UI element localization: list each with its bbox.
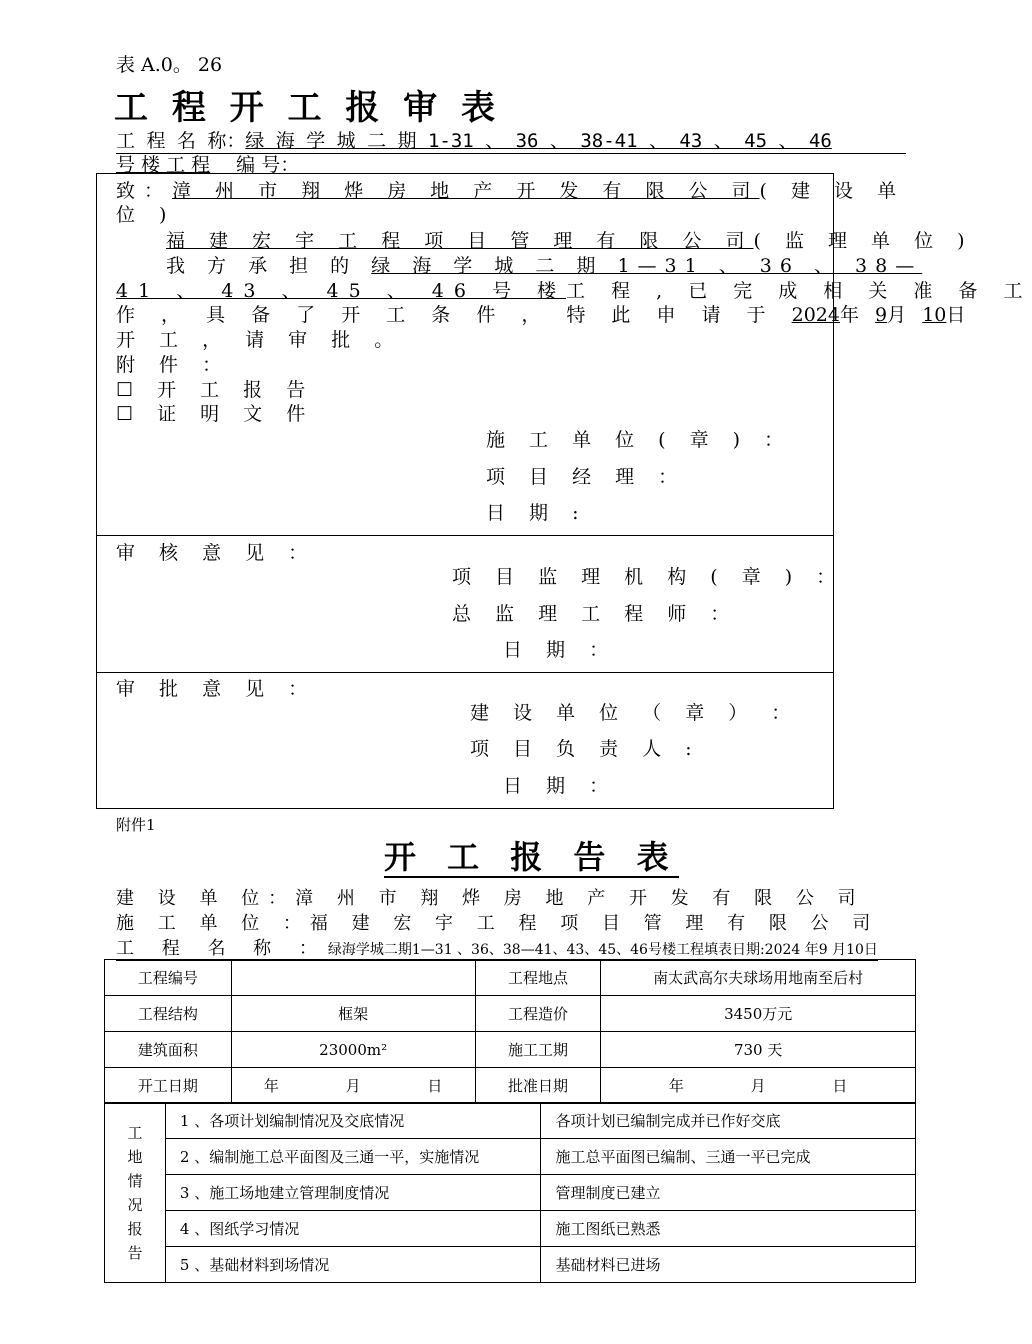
sig-supervision-org: 项 目 监 理 机 构 ( 章 ) ： bbox=[452, 566, 845, 588]
construct-unit: 福 建 宏 宇 工 程 项 目 管 理 有 限 公 司 bbox=[309, 913, 880, 934]
start-year: 2024 bbox=[791, 304, 840, 326]
build-unit-label: 建 设 单 位： bbox=[116, 888, 296, 909]
approval-date: 日 期 ： bbox=[503, 775, 618, 797]
project-name-row bbox=[116, 934, 878, 961]
construct-unit-label: 施 工 单 位 ： bbox=[116, 913, 310, 934]
to-label: 致： bbox=[116, 180, 173, 202]
attachments-label: 附 件 ： bbox=[116, 354, 231, 376]
report-title: 开 工 报 告 表 bbox=[384, 838, 679, 876]
site-status[interactable]: 管理制度已建立 bbox=[541, 1175, 916, 1211]
label-approval-date: 批准日期 bbox=[475, 1068, 601, 1104]
day-char: 日 bbox=[946, 304, 966, 326]
label-duration: 施工工期 bbox=[475, 1032, 601, 1068]
site-item: 2 、编制施工总平面图及三通一平，实施情况 bbox=[165, 1139, 541, 1175]
site-item: 1 、各项计划编制情况及交底情况 bbox=[165, 1103, 541, 1139]
value-project-number[interactable] bbox=[231, 960, 475, 996]
site-report-label: 工 地 情 况 报 告 bbox=[105, 1103, 166, 1283]
body-line2-rest: 工 程 , 已 完 成 相 关 准 备 工 bbox=[566, 280, 1032, 302]
table-row bbox=[105, 1247, 916, 1283]
project-info-table bbox=[104, 959, 916, 1104]
to-role-cont: 位 ) bbox=[116, 204, 176, 226]
body-project-cont: 41 、 43 、 45 、 46 号 楼 bbox=[116, 280, 567, 302]
table-row bbox=[105, 1211, 916, 1247]
start-month: 9 bbox=[875, 304, 888, 326]
label-project-location: 工程地点 bbox=[475, 960, 601, 996]
label-cost: 工程造价 bbox=[475, 996, 601, 1032]
site-item: 3 、施工场地建立管理制度情况 bbox=[165, 1175, 541, 1211]
supervisor-role: ( 监 理 单 位 ) bbox=[753, 230, 974, 252]
label-start-date: 开工日期 bbox=[105, 1068, 232, 1104]
body-line3 bbox=[116, 300, 965, 327]
supervisor-company: 福 建 宏 宇 工 程 项 目 管 理 有 限 公 司 bbox=[166, 230, 754, 252]
sig-owner-unit: 建 设 单 位 （ 章 ） ： bbox=[470, 702, 800, 724]
sig-project-lead: 项 目 负 责 人 : bbox=[470, 738, 701, 760]
table-row bbox=[105, 960, 916, 996]
body-line3-prefix: 作 ， 具 备 了 开 工 条 件 ， 特 此 申 请 于 bbox=[116, 304, 776, 326]
attachment-note: 附件1 bbox=[116, 816, 156, 834]
review-date: 日 期 ： bbox=[503, 639, 618, 661]
report-project-name: 绿海学城二期1—31 、36、38—41、43、45、46号楼工程填表日期:2024 年9 月10日 bbox=[327, 942, 878, 958]
build-unit-line bbox=[116, 884, 865, 910]
site-status[interactable]: 施工总平面图已编制、三通一平已完成 bbox=[541, 1139, 916, 1175]
site-item: 5 、基础材料到场情况 bbox=[165, 1247, 541, 1283]
addressee-line bbox=[116, 176, 905, 203]
body-line2 bbox=[116, 276, 1032, 303]
table-row bbox=[105, 996, 916, 1032]
to-role: ( 建 设 单 bbox=[759, 180, 906, 202]
project-label: 工 程 名 称： bbox=[116, 130, 246, 152]
value-structure[interactable]: 框架 bbox=[231, 996, 475, 1032]
to-company: 漳 州 市 翔 烨 房 地 产 开 发 有 限 公 司 bbox=[172, 180, 760, 202]
year-char: 年 bbox=[839, 304, 859, 326]
divider bbox=[96, 535, 834, 536]
table-row bbox=[105, 1032, 916, 1068]
table-row bbox=[105, 1139, 916, 1175]
attachment-checkbox-start-report[interactable]: ☐ 开 工 报 告 bbox=[116, 379, 315, 401]
project-name: 绿 海 学 城 二 期 1-31 、 36 、 38-41 、 43 、 45 、 46 bbox=[245, 130, 832, 152]
value-cost[interactable]: 3450万元 bbox=[601, 996, 916, 1032]
build-unit: 漳 州 市 翔 烨 房 地 产 开 发 有 限 公 司 bbox=[295, 888, 865, 909]
divider bbox=[96, 672, 834, 673]
report-project-label: 工 程 名 称 ： bbox=[116, 938, 328, 959]
sig-construction-unit: 施 工 单 位 ( 章 ) ： bbox=[486, 429, 793, 451]
label-floor-area: 建筑面积 bbox=[105, 1032, 232, 1068]
body-prefix: 我 方 承 担 的 bbox=[166, 255, 358, 277]
form-code: 表 A.0。 26 bbox=[116, 54, 223, 76]
value-start-date[interactable]: 年 月 日 bbox=[231, 1068, 475, 1104]
label-project-number: 工程编号 bbox=[105, 960, 232, 996]
site-status[interactable]: 各项计划已编制完成并已作好交底 bbox=[541, 1103, 916, 1139]
sig-date: 日 期 : bbox=[486, 502, 588, 524]
review-label: 审 核 意 见 ： bbox=[116, 542, 317, 564]
table-row bbox=[105, 1175, 916, 1211]
body-project: 绿 海 学 城 二 期 1—31 、 36 、 38— bbox=[371, 255, 923, 277]
construct-unit-line bbox=[116, 909, 879, 935]
attachment-checkbox-certificate[interactable]: ☐ 证 明 文 件 bbox=[116, 403, 315, 425]
page-title: 工 程 开 工 报 审 表 bbox=[114, 88, 502, 128]
value-floor-area[interactable]: 23000m² bbox=[231, 1032, 475, 1068]
site-status[interactable]: 基础材料已进场 bbox=[541, 1247, 916, 1283]
supervisor-line bbox=[166, 226, 974, 253]
table-row bbox=[105, 1068, 916, 1104]
value-approval-date[interactable]: 年 月 日 bbox=[601, 1068, 916, 1104]
site-status[interactable]: 施工图纸已熟悉 bbox=[541, 1211, 916, 1247]
project-name-cont: 号 楼 工 程 bbox=[116, 154, 211, 176]
approval-label: 审 批 意 见 ： bbox=[116, 678, 317, 700]
body-line1 bbox=[166, 251, 922, 278]
sig-project-manager: 项 目 经 理 ： bbox=[486, 466, 687, 488]
sig-chief-engineer: 总 监 理 工 程 师 ： bbox=[452, 603, 739, 625]
table-row bbox=[105, 1103, 916, 1139]
start-day: 10 bbox=[922, 304, 947, 326]
site-report-table bbox=[104, 1102, 916, 1283]
value-project-location[interactable]: 南太武高尔夫球场用地南至后村 bbox=[601, 960, 916, 996]
number-label: 编 号： bbox=[236, 154, 300, 176]
month-char: 月 bbox=[887, 304, 907, 326]
value-duration[interactable]: 730 天 bbox=[601, 1032, 916, 1068]
body-line4: 开 工 ， 请 审 批 。 bbox=[116, 329, 403, 351]
site-item: 4 、图纸学习情况 bbox=[165, 1211, 541, 1247]
label-structure: 工程结构 bbox=[105, 996, 232, 1032]
